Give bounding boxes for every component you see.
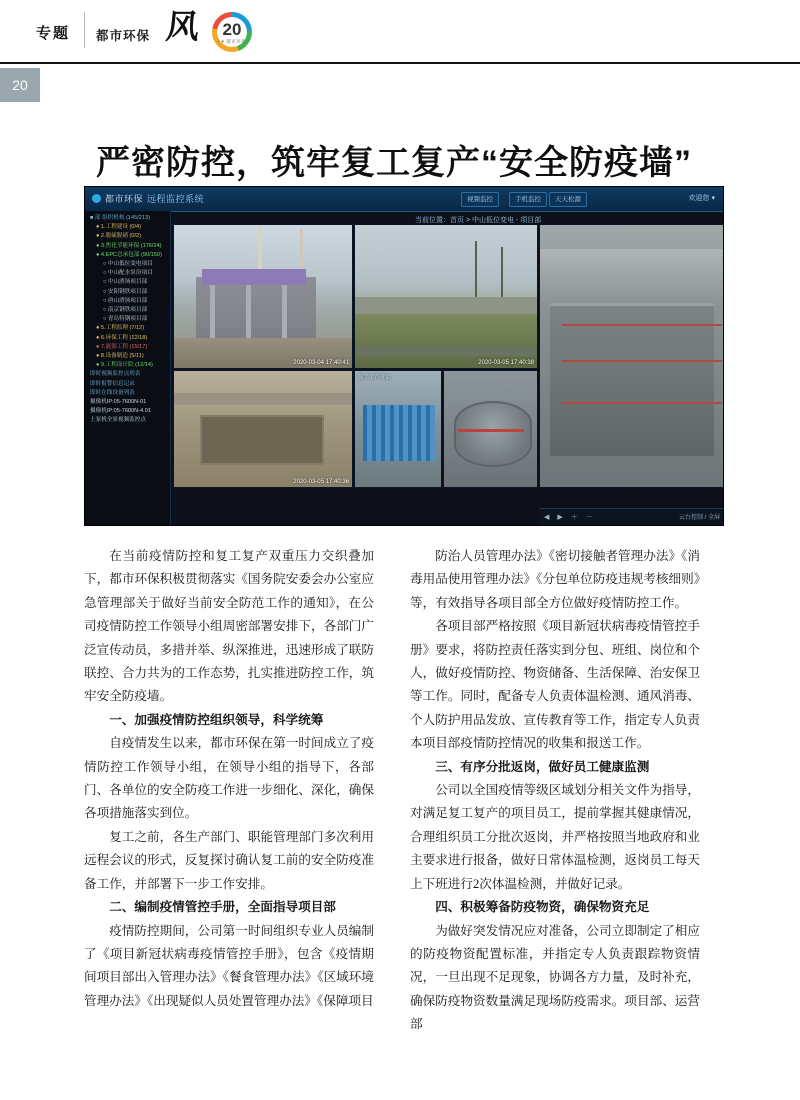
tree-item[interactable]: ○ 青岛特钢项目部 — [103, 316, 148, 323]
tree-item[interactable]: ○ 中山渣场项目部 — [103, 279, 148, 286]
scaffolding — [363, 405, 435, 461]
tree-item[interactable]: 土泵机全景视频监控点 — [90, 417, 146, 424]
page-number: 20 — [0, 68, 40, 102]
red-pipe — [562, 402, 722, 404]
paragraph: 复工之前，各生产部门、职能管理部门多次利用远程会议的形式，反复探讨确认复工前的安全防疫准备工作，并部署下一步工作安排。 — [84, 829, 374, 891]
brand-glyph-icon: 风 — [164, 10, 201, 46]
page-header — [0, 0, 800, 62]
toolbar-button-mobile[interactable]: 手机监控 — [509, 192, 547, 207]
monitoring-system-screenshot — [84, 186, 724, 526]
camera-label: 脚手架作业面 — [358, 375, 392, 381]
paragraph: 公司以全国疫情等级区域划分相关文件为指导，对满足复工复产的项目员工，提前掌握其健康情况，合理组织员工分批次返岗，并严格按照当地政府和业主要求进行报备，做好日常体温检测，返岗员工每天上下班进行2次体温检测，并做好记录。 — [410, 783, 700, 891]
anniversary-logo — [212, 12, 254, 54]
app-title — [105, 192, 204, 205]
tree-item[interactable]: ● 7.能源工程 (15/17) — [96, 343, 148, 350]
wall — [355, 297, 537, 315]
tree-item[interactable]: ○ 唐山渣场项目部 — [103, 297, 148, 304]
toolbar-button-video[interactable]: 视频监控 — [461, 192, 499, 207]
camera-timestamp: 2020-03-05 17:40:38 — [478, 360, 534, 366]
tree-item[interactable]: ● 6.环保工程 (12/18) — [96, 334, 148, 341]
tree-item[interactable]: ○ 中山配水泵房项目 — [103, 270, 153, 277]
tree-item[interactable]: ○ 安阳钢铁项目部 — [103, 288, 148, 295]
tree-item[interactable]: ■ 部 组织机构 (145/213) — [90, 215, 150, 221]
app-title-system: 远程监控系统 — [147, 194, 205, 204]
subheading: 一、加强疫情防控组织领导，科学统筹 — [109, 712, 324, 727]
camera-tile[interactable] — [354, 224, 538, 369]
device-tree[interactable] — [85, 211, 171, 525]
tree-item[interactable]: ● 9.工程设计院 (12/14) — [96, 362, 153, 369]
anniversary-number: 20 — [222, 20, 242, 39]
user-menu[interactable]: 欢迎您 ▾ — [688, 195, 715, 202]
ptz-control-icons[interactable]: ◀ ▶ ＋ － — [544, 514, 596, 521]
monitoring-toolbar — [85, 187, 723, 212]
header-rule — [0, 62, 800, 64]
storage-tank — [550, 303, 714, 456]
camera-control-bar[interactable] — [539, 508, 724, 525]
brand-name: 都市环保 — [96, 29, 151, 43]
body-column-right — [410, 545, 700, 1037]
tree-item[interactable]: ● 8.设备制造 (5/11) — [96, 353, 144, 360]
body-column-left — [84, 545, 374, 1013]
road — [174, 393, 352, 405]
paragraph: 疫情防控期间，公司第一时间组织专业人员编制了《项目新冠状病毒疫情管控手册》，包含《疫情期间项目部出入管理办法》《餐食管理办法》《区域环境管理办法》《出现疑似人员处置管理办法》《保障项目 — [84, 923, 374, 1008]
red-pipe — [562, 324, 722, 326]
road — [355, 346, 537, 356]
paragraph: 自疫情发生以来，都市环保在第一时间成立了疫情防控工作领导小组，在领导小组的指导下，各部门、各单位的安全防疫工作进一步细化、深化，确保各项措施落实到位。 — [84, 736, 374, 821]
subheading: 四、积极筹备防疫物资，确保物资充足 — [435, 900, 650, 915]
excavation-pit — [200, 415, 324, 465]
camera-tile[interactable] — [173, 370, 353, 488]
tree-item[interactable]: ● 2.脱硫脱硝 (0/2) — [96, 233, 142, 240]
paragraph: 为做好突发情况应对准备，公司立即制定了相应的防疫物资配置标准，并指定专人负责跟踪物资情况，一旦出现不足现象，协调各方力量，及时补充，确保防疫物资数量满足现场防疫需求。项目部、运营部 — [410, 923, 700, 1032]
paragraph: 各项目部严格按照《项目新冠状病毒疫情管控手册》要求，将防控责任落实到分包、班组、岗位和个人，做好疫情防控、物资储备、生活保障、治安保卫等工作。同时，配备专人负责体温检测、通风消毒、个人防护用品发放、宣传教育等工作，指定专人负责本项目部疫情防控情况的收集和报送工作。 — [410, 619, 700, 751]
tree-item[interactable]: ○ 南京钢铁项目部 — [103, 307, 148, 314]
tree-item[interactable]: 摄像机IP:05-7600N-01 — [90, 399, 147, 406]
paragraph: 在当前疫情防控和复工复产双重压力交织叠加下，都市环保积极贯彻落实《国务院安委会办公室应急管理部关于做好当前安全防范工作的通知》，在公司疫情防控工作领导小组周密部署安排下，各部门广泛宣传动员，多措并举、纵深推进，迅速形成了联防联控、合力共为的工作态势，扎实推进防控工作，筑牢安全防疫墙。 — [84, 549, 374, 704]
sedimentation-tank — [454, 401, 532, 467]
paragraph: 防治人员管理办法》《密切接触者管理办法》《消毒用品使用管理办法》《分包单位防疫违规考核细则》等，有效指导各项目部全方位做好疫情防控工作。 — [410, 549, 700, 610]
wall — [540, 249, 723, 303]
ptz-control-label[interactable]: 云台控制 / 全屏 — [678, 515, 720, 521]
tree-item[interactable]: ● 3.焦化节能环保 (176/24) — [96, 242, 162, 249]
tree-item[interactable]: ● 4.EPC总承包部 (90/150) — [96, 251, 162, 258]
tree-item[interactable]: 摄像机IP:05-7600N-4.01 — [90, 408, 151, 415]
toolbar-button-extra[interactable]: 天天松源 — [549, 192, 587, 207]
tree-item[interactable]: ● 1.工程建设 (0/4) — [96, 224, 142, 231]
subheading: 二、编制疫情管控手册，全面指导项目部 — [109, 900, 336, 915]
purple-tarp — [202, 269, 306, 285]
camera-timestamp: 2020-03-05 17:40:36 — [293, 479, 349, 485]
camera-timestamp: 2020-03-04 17:40:41 — [293, 360, 349, 366]
camera-tile[interactable] — [354, 370, 442, 488]
camera-tile[interactable] — [443, 370, 538, 488]
tree-item[interactable]: 即时在线设备列表 — [90, 389, 135, 396]
tree-item[interactable]: ● 5.工程监理 (7/12) — [96, 325, 145, 332]
header-divider — [84, 12, 85, 48]
camera-tile-main[interactable] — [539, 224, 724, 488]
camera-tile[interactable] — [173, 224, 353, 369]
tree-item[interactable]: ○ 中山低位变电项目 — [103, 261, 153, 268]
subheading: 三、有序分批返岗，做好员工健康监测 — [435, 759, 650, 774]
anniversary-label: I ♥ 都市环保 — [217, 39, 247, 44]
page-title: 严密防控，筑牢复工复产“安全防疫墙” — [96, 143, 692, 182]
red-pipe — [458, 429, 524, 432]
breadcrumb: 当前位置：首页 > 中山低位变电 - 项目部 — [415, 217, 542, 224]
app-title-brand: 都市环保 — [105, 194, 144, 204]
tree-item[interactable]: 即时视频监控点列表 — [90, 371, 141, 378]
red-pipe — [562, 360, 722, 362]
section-tag: 专题 — [36, 25, 71, 42]
tree-item[interactable]: 即时报警信息记录 — [90, 380, 135, 387]
app-logo-icon — [92, 194, 101, 203]
